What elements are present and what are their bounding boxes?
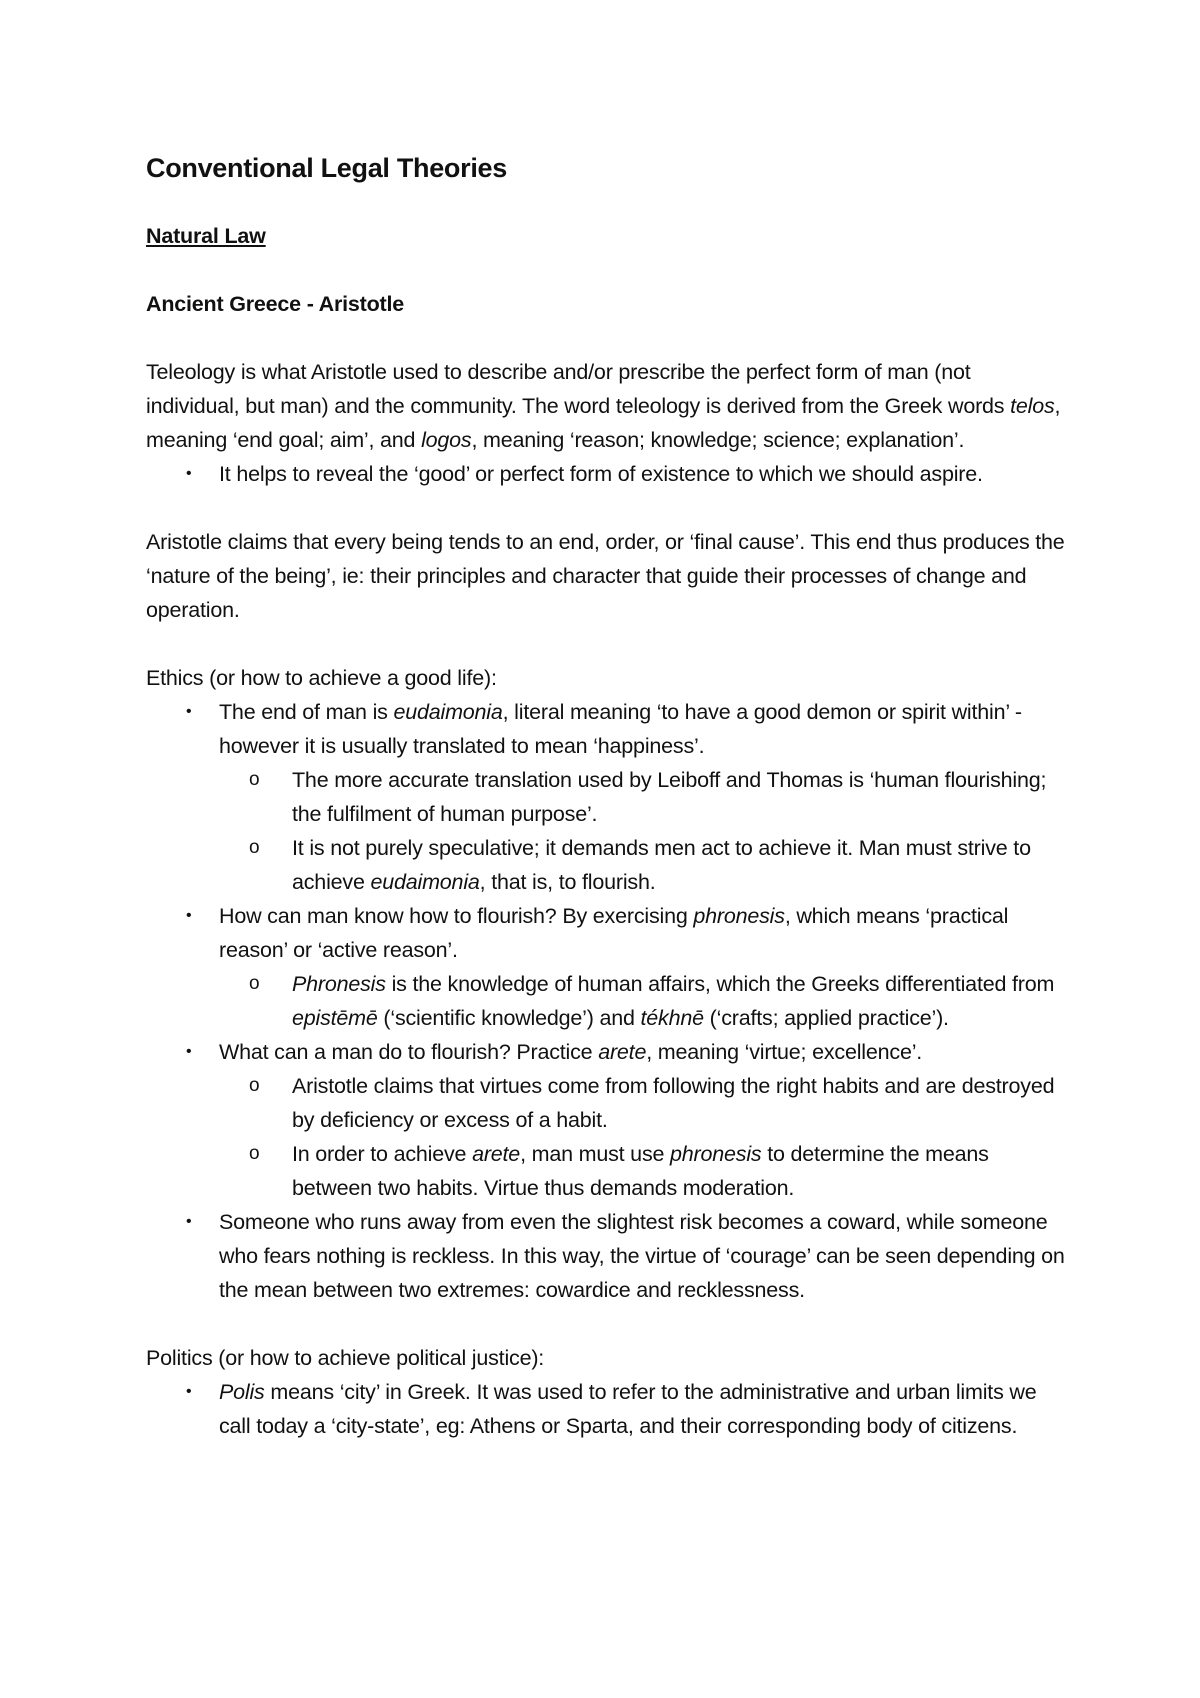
circle-bullet-icon: o: [249, 1075, 260, 1096]
bullet-icon: •: [186, 703, 192, 720]
sub-list-item: o Aristotle claims that virtues come from following the right habits and are destroyed by deficiency or excess of a habit.: [219, 1069, 1066, 1137]
bullet-icon: •: [186, 1043, 192, 1060]
bullet-icon: •: [186, 907, 192, 924]
list-item: • How can man know how to flourish? By exercising phronesis, which means ‘practical reason’ or ‘active reason’. o Phronesis is the knowledge of human affairs, which the Greeks differentiated from epistēmē (‘scientific knowledge’) and tékhnē (‘crafts; applied practice’).: [146, 899, 1066, 1035]
teleology-paragraph: Teleology is what Aristotle used to describe and/or prescribe the perfect form of man (not individual, but man) and the community. The word teleology is derived from the Greek words telos, meaning ‘end goal; aim’, and logos, meaning ‘reason; knowledge; science; explanation’.: [146, 360, 1061, 452]
page-title: Conventional Legal Theories: [146, 153, 507, 183]
sub-list: [219, 1069, 1066, 1205]
sub-list-item: o Phronesis is the knowledge of human affairs, which the Greeks differentiated from epistēmē (‘scientific knowledge’) and tékhnē (‘crafts; applied practice’).: [219, 967, 1066, 1035]
circle-bullet-icon: o: [249, 1143, 260, 1164]
list-item: • The end of man is eudaimonia, literal meaning ‘to have a good demon or spirit within’ - however it is usually translated to mean ‘happiness’. o The more accurate translation used by Leiboff and Thomas is ‘human flourishing; the fulfilment of human purpose’. o It is not purely speculative; it demands men act to achieve it. Man must strive to achieve eudaimonia, that is, to flourish.: [146, 695, 1066, 899]
bullet-icon: •: [186, 1383, 192, 1400]
list-item: • Someone who runs away from even the slightest risk becomes a coward, while someone who fears nothing is reckless. In this way, the virtue of ‘courage’ can be seen depending on the mean between two extremes: cowardice and recklessness.: [146, 1205, 1066, 1307]
subsection-heading: Ancient Greece - Aristotle: [146, 292, 405, 316]
sub-list: [219, 967, 1066, 1035]
bullet-icon: •: [186, 1213, 192, 1230]
list-item: • It helps to reveal the ‘good’ or perfect form of existence to which we should aspire.: [146, 457, 1066, 491]
teleology-list: [146, 457, 1066, 491]
ethics-heading: Ethics (or how to achieve a good life):: [146, 666, 497, 690]
nature-paragraph: Aristotle claims that every being tends to an end, order, or ‘final cause’. This end thus produces the ‘nature of the being’, ie: their principles and character that guide their processes of change and operation.: [146, 530, 1065, 622]
document-body: [146, 148, 1066, 1443]
politics-heading: Politics (or how to achieve political justice):: [146, 1346, 545, 1370]
circle-bullet-icon: o: [249, 973, 260, 994]
sub-list-item: o The more accurate translation used by Leiboff and Thomas is ‘human flourishing; the fulfilment of human purpose’.: [219, 763, 1066, 831]
sub-list-item: o It is not purely speculative; it demands men act to achieve it. Man must strive to achieve eudaimonia, that is, to flourish.: [219, 831, 1066, 899]
circle-bullet-icon: o: [249, 769, 260, 790]
list-item: • Polis means ‘city’ in Greek. It was used to refer to the administrative and urban limits we call today a ‘city-state’, eg: Athens or Sparta, and their corresponding body of citizens.: [146, 1375, 1066, 1443]
ethics-list: [146, 695, 1066, 1307]
sub-list-item: o In order to achieve arete, man must use phronesis to determine the means between two habits. Virtue thus demands moderation.: [219, 1137, 1066, 1205]
politics-list: [146, 1375, 1066, 1443]
sub-list: [219, 763, 1066, 899]
circle-bullet-icon: o: [249, 837, 260, 858]
list-item: • What can a man do to flourish? Practice arete, meaning ‘virtue; excellence’. o Aristotle claims that virtues come from following the right habits and are destroyed by deficiency or excess of a habit. o In order to achieve arete, man must use phronesis to determine the means between two habits. Virtue thus demands moderation.: [146, 1035, 1066, 1205]
section-heading: Natural Law: [146, 224, 266, 248]
bullet-icon: •: [186, 465, 192, 482]
